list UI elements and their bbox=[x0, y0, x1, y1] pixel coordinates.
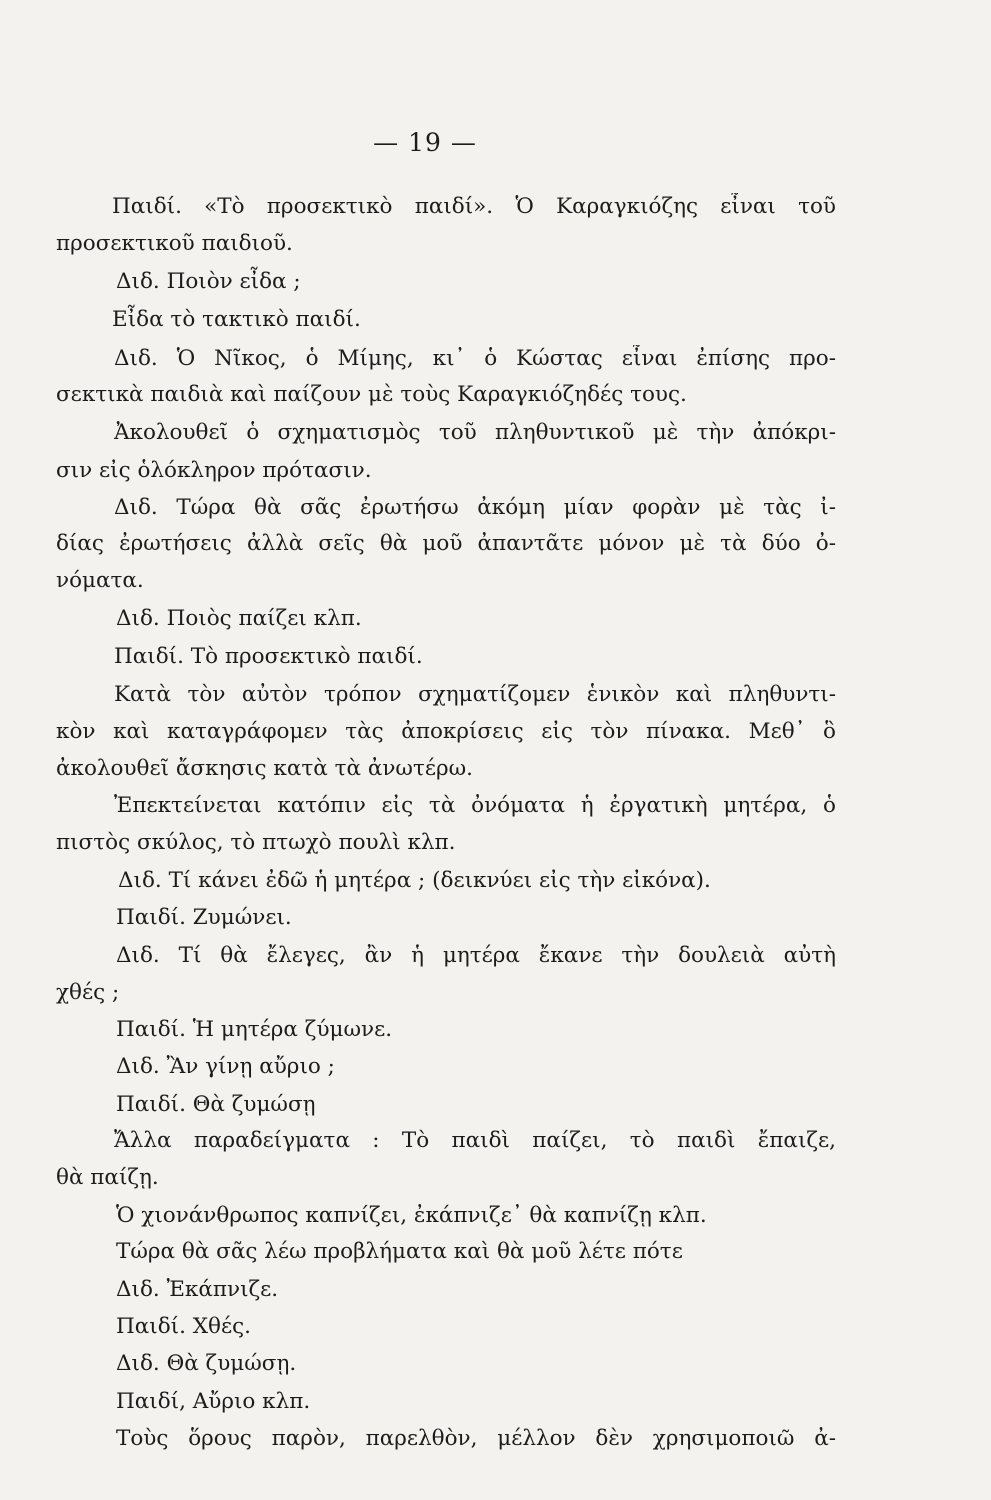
text-line: Παιδί. Χθές. bbox=[116, 1314, 252, 1339]
text-line: Διδ. Τί θὰ ἔλεγες, ἂν ἡ μητέρα ἔκανε τὴν δουλειὰ αὐτὴ bbox=[116, 943, 836, 968]
text-line: δίας ἐρωτήσεις ἀλλὰ σεῖς θὰ μοῦ ἀπαντᾶτε μόνον μὲ τὰ δύο ὀ- bbox=[56, 531, 836, 556]
page-number: — 19 — bbox=[373, 128, 477, 157]
text-line: Παιδί. Ἡ μητέρα ζύμωνε. bbox=[116, 1017, 393, 1042]
text-line: Παιδί. Θὰ ζυμώσῃ bbox=[116, 1092, 316, 1117]
text-line: Παιδί, Αὔριο κλπ. bbox=[116, 1389, 311, 1414]
text-line: Ἀκολουθεῖ ὁ σχηματισμὸς τοῦ πληθυντικοῦ μὲ τὴν ἀπόκρι- bbox=[114, 420, 836, 445]
text-line: ἀκολουθεῖ ἄσκησις κατὰ τὰ ἀνωτέρω. bbox=[56, 756, 473, 781]
text-line: κὸν καὶ καταγράφομεν τὰς ἀποκρίσεις εἰς τὸν πίνακα. Μεθ᾽ ὃ bbox=[56, 719, 836, 744]
text-line: προσεκτικοῦ παιδιοῦ. bbox=[56, 231, 293, 256]
text-line: Διδ. Ἐκάπνιζε. bbox=[116, 1277, 279, 1302]
text-line: Διδ. Τί κάνει ἐδῶ ἡ μητέρα ; (δεικνύει εἰς τὴν εἰκόνα). bbox=[118, 868, 711, 893]
text-line: χθές ; bbox=[56, 980, 120, 1005]
text-line: Παιδί. «Τὸ προσεκτικὸ παιδί». Ὁ Καραγκιόζης εἶναι τοῦ bbox=[112, 194, 836, 219]
text-line: Τοὺς ὅρους παρὸν, παρελθὸν, μέλλον δὲν χρησιμοποιῶ ἀ- bbox=[116, 1426, 836, 1451]
text-line: Παιδί. Ζυμώνει. bbox=[116, 905, 292, 930]
text-line: Διδ. Τώρα θὰ σᾶς ἐρωτήσω ἀκόμη μίαν φορὰν μὲ τὰς ἰ- bbox=[114, 495, 836, 520]
text-line: Διδ. Ὁ Νῖκος, ὁ Μίμης, κι᾽ ὁ Κώστας εἶναι ἐπίσης προ- bbox=[114, 346, 836, 371]
text-line: σιν εἰς ὁλόκληρον πρότασιν. bbox=[56, 458, 372, 483]
text-line: θὰ παίζῃ. bbox=[56, 1165, 159, 1190]
text-line: Εἶδα τὸ τακτικὸ παιδί. bbox=[112, 307, 361, 332]
text-line: Διδ. Ἂν γίνῃ αὔριο ; bbox=[116, 1054, 335, 1079]
text-line: πιστὸς σκύλος, τὸ πτωχὸ πουλὶ κλπ. bbox=[56, 830, 456, 855]
text-line: Παιδί. Τὸ προσεκτικὸ παιδί. bbox=[114, 644, 423, 669]
text-line: Κατὰ τὸν αὐτὸν τρόπον σχηματίζομεν ἑνικὸν καὶ πληθυντι- bbox=[114, 682, 836, 707]
text-line: νόματα. bbox=[56, 568, 144, 593]
text-line: σεκτικὰ παιδιὰ καὶ παίζουν μὲ τοὺς Καραγκιόζηδές τους. bbox=[56, 382, 687, 407]
text-line: Διδ. Ποιὸς παίζει κλπ. bbox=[116, 606, 362, 631]
text-line: Τώρα θὰ σᾶς λέω προβλήματα καὶ θὰ μοῦ λέτε πότε bbox=[116, 1239, 683, 1264]
text-line: Διδ. Θὰ ζυμώσῃ. bbox=[116, 1351, 297, 1376]
text-line: Διδ. Ποιὸν εἶδα ; bbox=[116, 269, 301, 294]
text-line: Ἐπεκτείνεται κατόπιν εἰς τὰ ὀνόματα ἡ ἐργατικὴ μητέρα, ὁ bbox=[114, 793, 836, 818]
text-line: Ἄλλα παραδείγματα : Τὸ παιδὶ παίζει, τὸ παιδὶ ἔπαιζε, bbox=[114, 1128, 836, 1153]
text-line: Ὁ χιονάνθρωπος καπνίζει, ἐκάπνιζε᾽ θὰ καπνίζῃ κλπ. bbox=[116, 1203, 707, 1228]
